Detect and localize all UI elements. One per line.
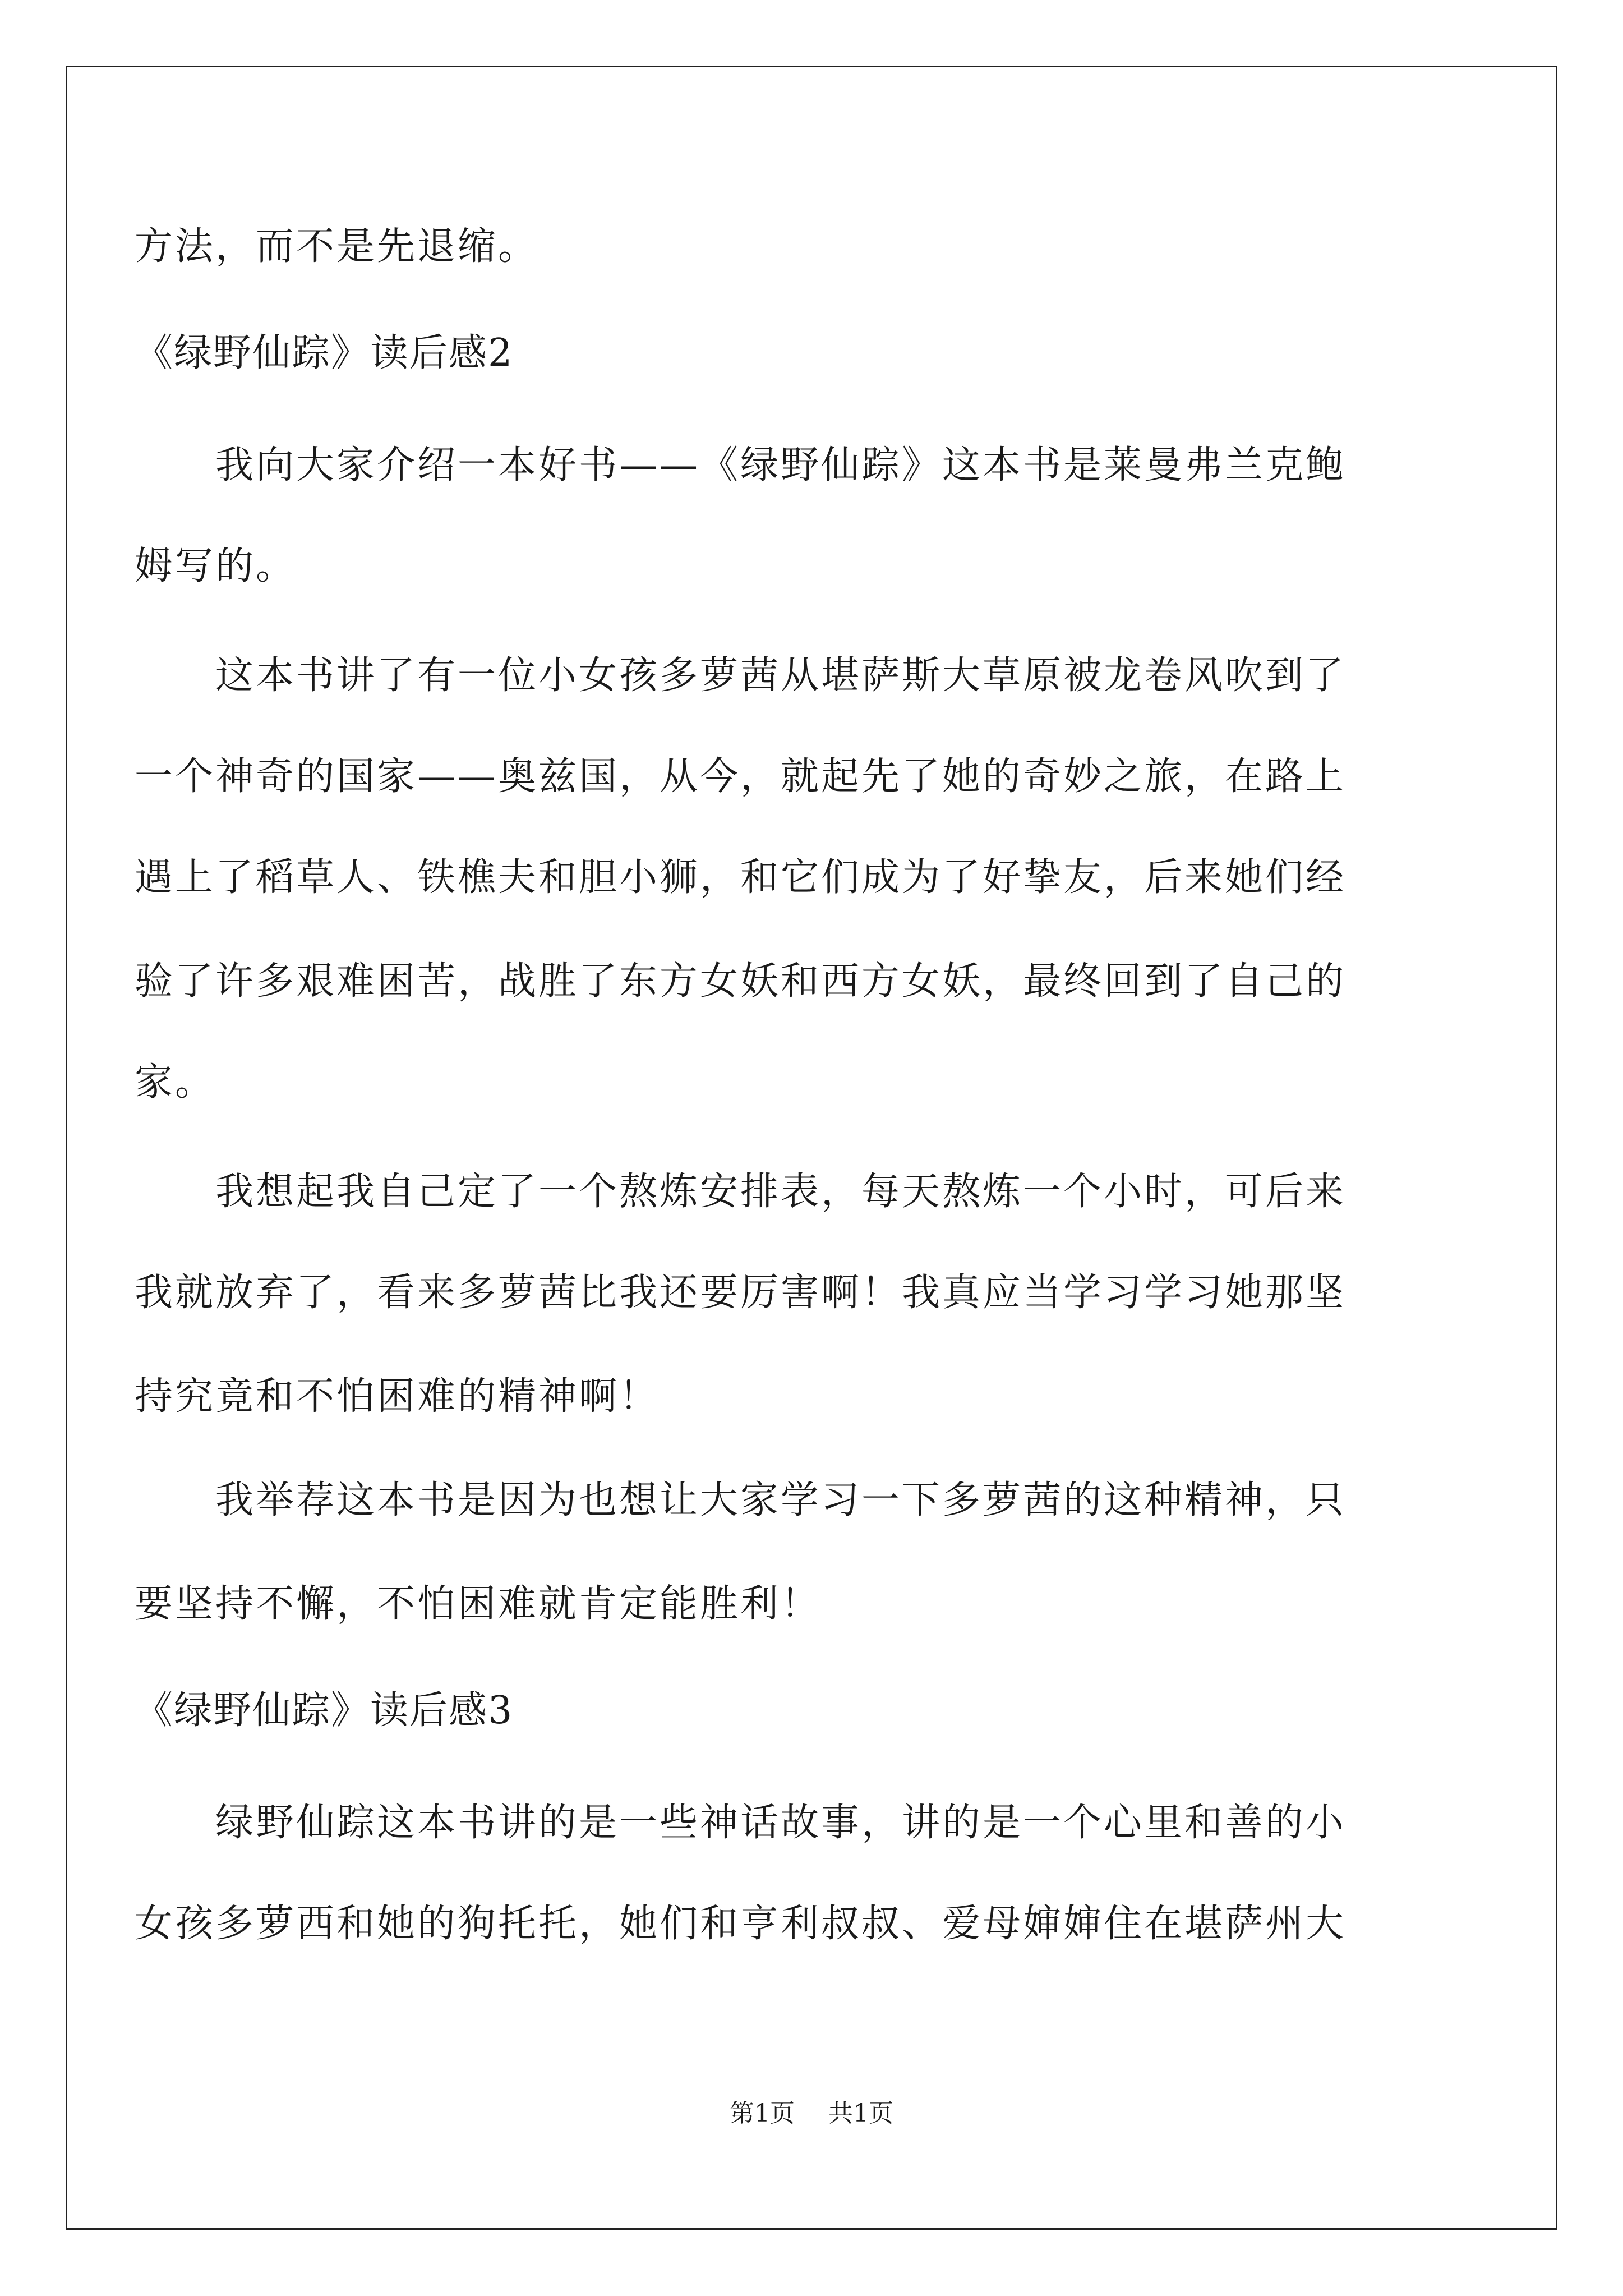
page-total: 共1页 bbox=[828, 2099, 893, 2128]
text-line: 姆写的。 bbox=[135, 544, 297, 588]
text-line: 绿野仙踪这本书讲的是一些神话故事，讲的是一个心里和善的小 bbox=[135, 1801, 1347, 1845]
text-line: 我举荐这本书是因为也想让大家学习一下多萝茜的这种精神，只 bbox=[135, 1478, 1347, 1522]
section-heading: 《绿野仙踪》读后感3 bbox=[135, 1688, 514, 1733]
text-line: 遇上了稻草人、铁樵夫和胆小狮，和它们成为了好挚友，后来她们经 bbox=[135, 855, 1347, 900]
text-line: 验了许多艰难困苦，战胜了东方女妖和西方女妖，最终回到了自己的 bbox=[135, 959, 1347, 1004]
text-line: 一个神奇的国家——奥兹国，从今，就起先了她的奇妙之旅，在路上 bbox=[135, 754, 1347, 799]
text-line: 持究竟和不怕困难的精神啊！ bbox=[135, 1374, 660, 1419]
page-number: 第1页 bbox=[730, 2099, 795, 2128]
section-heading: 《绿野仙踪》读后感2 bbox=[135, 331, 514, 375]
text-line: 方法，而不是先退缩。 bbox=[135, 224, 539, 269]
page-footer bbox=[0, 2097, 1623, 2131]
text-line: 我想起我自己定了一个熬炼安排表，每天熬炼一个小时，可后来 bbox=[135, 1170, 1347, 1214]
text-line: 我向大家介绍一本好书——《绿野仙踪》这本书是莱曼弗兰克鲍 bbox=[135, 443, 1347, 487]
text-line: 要坚持不懈，不怕困难就肯定能胜利！ bbox=[135, 1582, 822, 1626]
text-line: 家。 bbox=[135, 1060, 216, 1105]
text-line: 我就放弃了，看来多萝茜比我还要厉害啊！我真应当学习学习她那坚 bbox=[135, 1271, 1347, 1315]
text-line: 女孩多萝西和她的狗托托，她们和亨利叔叔、爱母婶婶住在堪萨州大 bbox=[135, 1902, 1347, 1946]
text-line: 这本书讲了有一位小女孩多萝茜从堪萨斯大草原被龙卷风吹到了 bbox=[135, 654, 1347, 698]
